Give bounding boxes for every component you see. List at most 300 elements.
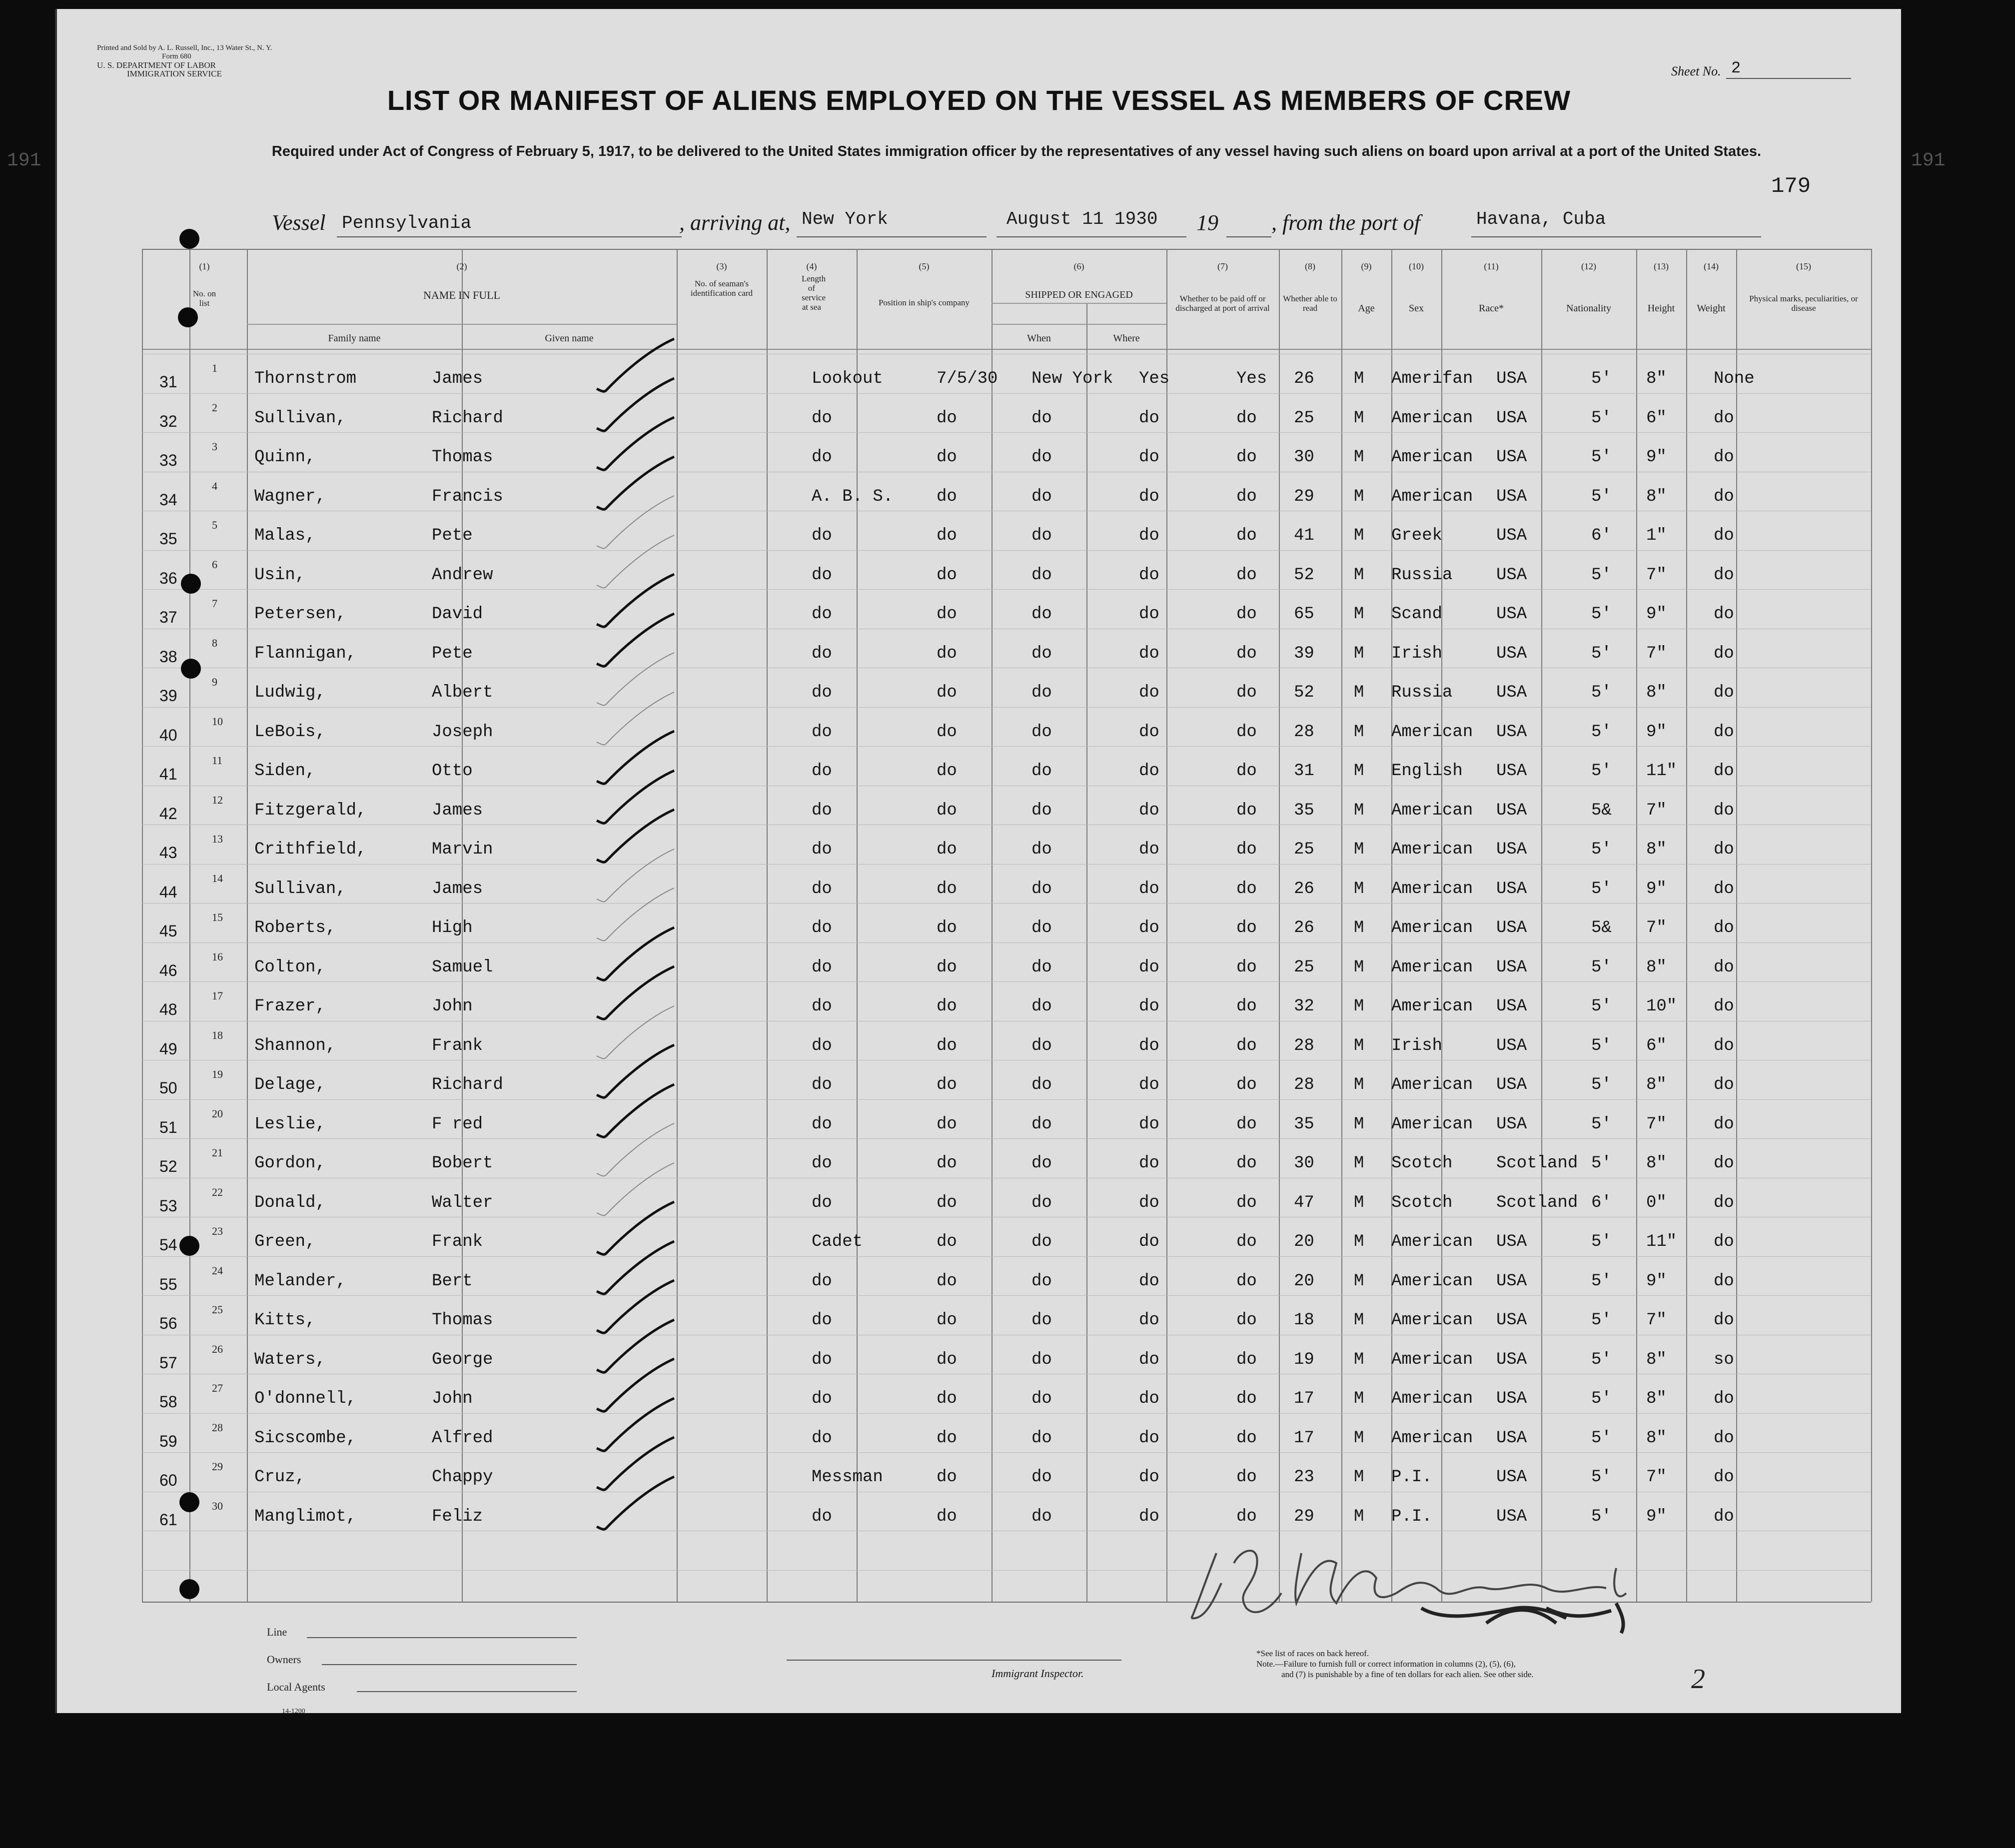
cell-race: American (1391, 722, 1473, 742)
column-divider (1541, 249, 1542, 1602)
margin-stamp-right: 191 (1911, 150, 1946, 171)
cell-position: do (812, 1271, 832, 1291)
cell-sex: M (1354, 722, 1364, 742)
cell-paid: do (1139, 487, 1159, 506)
cell-in: 10" (1646, 997, 1677, 1016)
cell-sex: M (1354, 801, 1364, 820)
cell-no: 19 (212, 1068, 223, 1080)
cell-given: Feliz (432, 1507, 483, 1526)
cell-position: Lookout (812, 369, 883, 388)
cell-nat: Scotland (1496, 1193, 1578, 1212)
cell-ft: 5' (1591, 1428, 1612, 1448)
cell-given: High (432, 919, 473, 937)
cell-when: do (937, 1075, 957, 1094)
cell-position: do (812, 722, 832, 742)
cell-family: Sullivan, (254, 879, 346, 899)
cell-in: 9" (1646, 1271, 1667, 1291)
cell-nat: USA (1496, 762, 1527, 781)
cell-no: 11 (212, 754, 223, 767)
manifest-line-number: 61 (159, 1510, 177, 1529)
cell-ft: 5' (1591, 1311, 1612, 1330)
page-title: LIST OR MANIFEST OF ALIENS EMPLOYED ON THE VESSEL AS MEMBERS OF CREW (387, 84, 1571, 116)
corner-mark: 2 (1691, 1664, 1705, 1695)
cell-in: 7" (1646, 1114, 1667, 1134)
cell-no: 17 (212, 989, 223, 1002)
cell-age: 35 (1294, 801, 1314, 820)
cell-nat: USA (1496, 448, 1527, 467)
cell-nat: USA (1496, 801, 1527, 820)
cell-where: do (1031, 1193, 1052, 1212)
cell-age: 18 (1294, 1311, 1314, 1330)
cell-no: 7 (212, 597, 217, 610)
footer-note: Note.—Failure to furnish full or correct information in columns (2), (5), (6), (1256, 1659, 1516, 1669)
cell-ft: 5' (1591, 1154, 1612, 1173)
cell-in: 8" (1646, 683, 1667, 702)
footer-owners-field (322, 1664, 577, 1665)
cell-when: do (937, 762, 957, 781)
cell-ft: 5& (1591, 801, 1612, 820)
cell-paid: do (1139, 565, 1159, 585)
cell-no: 2 (212, 401, 217, 414)
column-divider (247, 249, 248, 1602)
cell-sex: M (1354, 369, 1364, 388)
from-port-label: , from the port of (1271, 210, 1420, 235)
cell-family: Cruz, (254, 1468, 306, 1487)
col-head-sex: Sex (1409, 303, 1424, 314)
row-rule (142, 1452, 1871, 1453)
footer-agents-label: Local Agents (267, 1681, 325, 1693)
cell-position: do (812, 840, 832, 859)
row-rule (142, 393, 1871, 394)
cell-read: do (1236, 801, 1257, 820)
cell-nat: USA (1496, 1428, 1527, 1448)
col-head-service: Length of service at sea (802, 274, 826, 312)
cell-age: 25 (1294, 840, 1314, 859)
col-head-card: No. of seaman's identification card (690, 279, 753, 298)
cell-family: Frazer, (254, 997, 326, 1016)
cell-where: do (1031, 565, 1052, 585)
cell-paid: do (1139, 1468, 1159, 1487)
subheader-rule (247, 324, 677, 325)
cell-paid: do (1139, 1075, 1159, 1094)
cell-family: Melander, (254, 1271, 346, 1291)
cell-age: 17 (1294, 1389, 1314, 1408)
cell-family: Leslie, (254, 1114, 326, 1134)
manifest-line-number: 52 (159, 1157, 177, 1175)
cell-race: American (1391, 997, 1473, 1016)
cell-nat: USA (1496, 526, 1527, 545)
cell-age: 30 (1294, 448, 1314, 467)
cell-sex: M (1354, 644, 1364, 663)
cell-in: 8" (1646, 840, 1667, 859)
cell-marks: do (1714, 1154, 1734, 1173)
cell-given: Alfred (432, 1428, 493, 1448)
cell-marks: do (1714, 879, 1734, 899)
cell-race: American (1391, 487, 1473, 506)
cell-when: do (937, 644, 957, 663)
cell-sex: M (1354, 1232, 1364, 1251)
cell-given: Pete (432, 644, 473, 663)
from-port-line (1471, 236, 1761, 237)
column-divider (1736, 249, 1737, 1602)
cell-position: do (812, 997, 832, 1016)
cell-race: P.I. (1391, 1507, 1432, 1526)
cell-when: do (937, 448, 957, 467)
cell-sex: M (1354, 879, 1364, 899)
cell-paid: do (1139, 879, 1159, 899)
manifest-line-number: 32 (159, 412, 177, 430)
cell-where: do (1031, 683, 1052, 702)
cell-no: 28 (212, 1421, 223, 1434)
cell-ft: 5' (1591, 1350, 1612, 1369)
cell-where: do (1031, 879, 1052, 899)
cell-in: 9" (1646, 605, 1667, 624)
cell-sex: M (1354, 957, 1364, 977)
cell-marks: do (1714, 957, 1734, 977)
cell-ft: 5' (1591, 408, 1612, 428)
cell-race: Scotch (1391, 1193, 1453, 1212)
cell-read: do (1236, 1389, 1257, 1408)
manifest-line-number: 56 (159, 1314, 177, 1332)
cell-age: 47 (1294, 1193, 1314, 1212)
cell-marks: do (1714, 919, 1734, 937)
manifest-line-number: 58 (159, 1393, 177, 1411)
cell-given: James (432, 369, 483, 388)
cell-when: do (937, 1036, 957, 1055)
cell-in: 6" (1646, 408, 1667, 428)
cell-marks: do (1714, 1428, 1734, 1448)
col-num-15: (15) (1796, 261, 1811, 271)
col-head-when: When (1027, 333, 1051, 344)
cell-when: do (937, 1154, 957, 1173)
column-divider (767, 249, 768, 1602)
cell-race: American (1391, 1389, 1473, 1408)
cell-when: do (937, 526, 957, 545)
cell-given: Chappy (432, 1468, 493, 1487)
cell-nat: USA (1496, 1075, 1527, 1094)
year-prefix: 19 (1196, 210, 1218, 235)
cell-paid: do (1139, 1350, 1159, 1369)
cell-ft: 5' (1591, 1389, 1612, 1408)
cell-ft: 5' (1591, 997, 1612, 1016)
cell-when: do (937, 1311, 957, 1330)
cell-when: do (937, 919, 957, 937)
row-rule (142, 589, 1871, 590)
cell-family: Wagner, (254, 487, 326, 506)
arrival-date: August 11 1930 (1007, 209, 1158, 229)
cell-family: Green, (254, 1232, 316, 1251)
cell-ft: 5' (1591, 683, 1612, 702)
cell-position: do (812, 644, 832, 663)
cell-read: do (1236, 919, 1257, 937)
cell-in: 8" (1646, 369, 1667, 388)
cell-given: James (432, 801, 483, 820)
cell-race: American (1391, 957, 1473, 977)
cell-age: 17 (1294, 1428, 1314, 1448)
cell-age: 35 (1294, 1114, 1314, 1134)
cell-ft: 5' (1591, 1507, 1612, 1526)
cell-when: 7/5/30 (937, 369, 998, 388)
cell-read: do (1236, 1311, 1257, 1330)
cell-sex: M (1354, 683, 1364, 702)
cell-paid: do (1139, 1193, 1159, 1212)
column-divider (1166, 249, 1167, 1602)
cell-nat: USA (1496, 919, 1527, 937)
cell-race: American (1391, 408, 1473, 428)
cell-given: Bobert (432, 1154, 493, 1173)
row-rule (142, 1413, 1871, 1414)
cell-ft: 5' (1591, 1468, 1612, 1487)
manifest-line-number: 45 (159, 922, 177, 940)
manifest-line-number: 34 (159, 490, 177, 509)
col-num-3: (3) (716, 261, 727, 271)
col-head-read: Whether able to read (1283, 294, 1337, 313)
cell-where: do (1031, 1389, 1052, 1408)
cell-no: 8 (212, 636, 217, 649)
cell-nat: USA (1496, 1389, 1527, 1408)
cell-age: 28 (1294, 722, 1314, 742)
arriving-port: New York (802, 209, 888, 229)
cell-read: do (1236, 448, 1257, 467)
cell-where: New York (1031, 369, 1113, 388)
cell-paid: do (1139, 1428, 1159, 1448)
footer-notes (1256, 1648, 1534, 1680)
cell-in: 8" (1646, 957, 1667, 977)
cell-marks: do (1714, 487, 1734, 506)
cell-given: F red (432, 1114, 483, 1134)
cell-in: 7" (1646, 919, 1667, 937)
cell-read: do (1236, 1075, 1257, 1094)
cell-no: 5 (212, 519, 217, 531)
cell-family: Crithfield, (254, 840, 367, 859)
cell-race: P.I. (1391, 1468, 1432, 1487)
cell-age: 65 (1294, 605, 1314, 624)
cell-paid: do (1139, 1114, 1159, 1134)
manifest-line-number: 44 (159, 883, 177, 901)
cell-no: 24 (212, 1264, 223, 1277)
col-head-shipped: SHIPPED OR ENGAGED (1025, 289, 1133, 300)
check-mark (587, 1472, 682, 1537)
page-number: 179 (1771, 174, 1811, 199)
cell-read: do (1236, 1428, 1257, 1448)
binder-hole (179, 1236, 199, 1256)
cell-position: do (812, 1193, 832, 1212)
cell-marks: do (1714, 801, 1734, 820)
cell-where: do (1031, 762, 1052, 781)
cell-given: Frank (432, 1232, 483, 1251)
manifest-line-number: 51 (159, 1118, 177, 1136)
cell-nat: USA (1496, 879, 1527, 899)
cell-ft: 5' (1591, 1232, 1612, 1251)
cell-ft: 5' (1591, 957, 1612, 977)
cell-given: Richard (432, 1075, 503, 1094)
cell-where: do (1031, 1350, 1052, 1369)
cell-in: 1" (1646, 526, 1667, 545)
cell-in: 8" (1646, 1389, 1667, 1408)
cell-sex: M (1354, 1154, 1364, 1173)
manifest-line-number: 50 (159, 1079, 177, 1097)
cell-where: do (1031, 722, 1052, 742)
cell-nat: USA (1496, 997, 1527, 1016)
cell-given: David (432, 605, 483, 624)
cell-race: Scotch (1391, 1154, 1453, 1173)
cell-age: 26 (1294, 919, 1314, 937)
cell-when: do (937, 1468, 957, 1487)
manifest-line-number: 40 (159, 726, 177, 744)
cell-sex: M (1354, 1075, 1364, 1094)
cell-marks: do (1714, 840, 1734, 859)
col-num-13: (13) (1654, 261, 1669, 271)
row-rule (142, 1138, 1871, 1139)
cell-nat: USA (1496, 1114, 1527, 1134)
cell-read: do (1236, 683, 1257, 702)
cell-nat: Scotland (1496, 1154, 1578, 1173)
cell-race: American (1391, 1311, 1473, 1330)
cell-nat: USA (1496, 1311, 1527, 1330)
col-head-marks: Physical marks, peculiarities, or disease (1749, 294, 1858, 313)
cell-no: 4 (212, 479, 217, 492)
cell-race: American (1391, 840, 1473, 859)
cell-given: Otto (432, 762, 473, 781)
cell-nat: USA (1496, 683, 1527, 702)
cell-no: 1 (212, 362, 217, 374)
col-head-race: Race* (1479, 303, 1504, 314)
cell-when: do (937, 1389, 957, 1408)
row-rule (142, 746, 1871, 747)
cell-no: 30 (212, 1499, 223, 1512)
cell-where: do (1031, 919, 1052, 937)
cell-ft: 5' (1591, 605, 1612, 624)
cell-sex: M (1354, 487, 1364, 506)
cell-marks: do (1714, 1311, 1734, 1330)
cell-when: do (937, 997, 957, 1016)
cell-sex: M (1354, 565, 1364, 585)
cell-age: 31 (1294, 762, 1314, 781)
cell-race: American (1391, 919, 1473, 937)
cell-where: do (1031, 644, 1052, 663)
imprint-service: IMMIGRATION SERVICE (127, 69, 222, 78)
subheader-rule (992, 324, 1166, 325)
cell-sex: M (1354, 448, 1364, 467)
cell-position: do (812, 919, 832, 937)
cell-where: do (1031, 1114, 1052, 1134)
cell-in: 8" (1646, 487, 1667, 506)
cell-in: 9" (1646, 1507, 1667, 1526)
footer-line-label: Line (267, 1626, 287, 1638)
manifest-line-number: 60 (159, 1471, 177, 1489)
cell-age: 41 (1294, 526, 1314, 545)
cell-given: John (432, 1389, 473, 1408)
cell-position: do (812, 1389, 832, 1408)
cell-family: Kitts, (254, 1311, 316, 1330)
cell-read: do (1236, 1154, 1257, 1173)
cell-in: 8" (1646, 1075, 1667, 1094)
cell-sex: M (1354, 408, 1364, 428)
cell-nat: USA (1496, 722, 1527, 742)
cell-where: do (1031, 448, 1052, 467)
cell-where: do (1031, 1428, 1052, 1448)
cell-read: do (1236, 1468, 1257, 1487)
cell-ft: 5' (1591, 1114, 1612, 1134)
manifest-line-number: 48 (159, 1000, 177, 1018)
cell-age: 32 (1294, 997, 1314, 1016)
cell-race: Russia (1391, 683, 1453, 702)
cell-marks: so (1714, 1350, 1734, 1369)
cell-nat: USA (1496, 644, 1527, 663)
cell-sex: M (1354, 1468, 1364, 1487)
cell-marks: do (1714, 408, 1734, 428)
cell-read: do (1236, 879, 1257, 899)
cell-ft: 5' (1591, 644, 1612, 663)
cell-sex: M (1354, 1428, 1364, 1448)
cell-in: 6" (1646, 1036, 1667, 1055)
cell-position: do (812, 957, 832, 977)
cell-age: 52 (1294, 683, 1314, 702)
cell-in: 11" (1646, 762, 1677, 781)
manifest-line-number: 53 (159, 1196, 177, 1215)
col-head-given: Given name (545, 333, 594, 344)
cell-read: do (1236, 997, 1257, 1016)
cell-in: 11" (1646, 1232, 1677, 1251)
cell-position: do (812, 1114, 832, 1134)
cell-in: 9" (1646, 448, 1667, 467)
cell-given: Thomas (432, 1311, 493, 1330)
cell-marks: do (1714, 683, 1734, 702)
cell-read: Yes (1236, 369, 1267, 388)
cell-nat: USA (1496, 605, 1527, 624)
cell-paid: do (1139, 605, 1159, 624)
column-divider (1341, 249, 1342, 1602)
column-divider (142, 249, 143, 1602)
cell-where: do (1031, 1468, 1052, 1487)
cell-when: do (937, 840, 957, 859)
vessel-name: Pennsylvania (342, 213, 472, 233)
cell-where: do (1031, 1075, 1052, 1094)
col-num-6: (6) (1073, 261, 1084, 271)
cell-race: American (1391, 1271, 1473, 1291)
row-rule (142, 981, 1871, 982)
cell-when: do (937, 487, 957, 506)
arriving-label: , arriving at, (679, 210, 791, 235)
vessel-line (337, 236, 682, 237)
cell-sex: M (1354, 762, 1364, 781)
cell-read: do (1236, 605, 1257, 624)
cell-age: 25 (1294, 408, 1314, 428)
cell-read: do (1236, 1350, 1257, 1369)
col-head-position: Position in ship's company (878, 298, 970, 307)
cell-ft: 5' (1591, 565, 1612, 585)
cell-position: do (812, 1036, 832, 1055)
footer-form-code: 14-1200 (282, 1708, 305, 1715)
cell-where: do (1031, 957, 1052, 977)
cell-sex: M (1354, 1114, 1364, 1134)
cell-no: 15 (212, 911, 223, 924)
col-num-10: (10) (1409, 261, 1424, 271)
cell-in: 0" (1646, 1193, 1667, 1212)
cell-family: Sicscombe, (254, 1428, 357, 1448)
cell-in: 7" (1646, 801, 1667, 820)
cell-paid: do (1139, 448, 1159, 467)
cell-race: American (1391, 1075, 1473, 1094)
sheet-number-line (1726, 78, 1851, 79)
cell-read: do (1236, 762, 1257, 781)
manifest-line-number: 59 (159, 1432, 177, 1450)
cell-race: Russia (1391, 565, 1453, 585)
cell-family: Thornstrom (254, 369, 357, 388)
cell-nat: USA (1496, 957, 1527, 977)
cell-no: 20 (212, 1107, 223, 1120)
cell-age: 25 (1294, 957, 1314, 977)
